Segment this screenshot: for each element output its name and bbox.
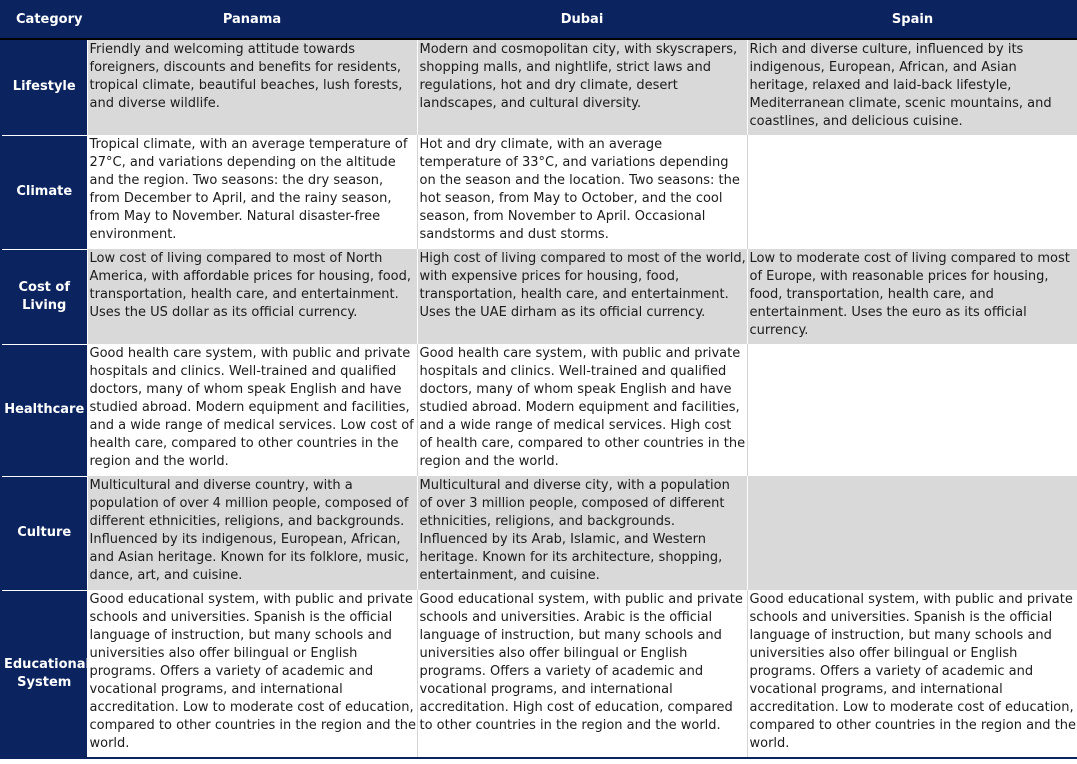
cell-healthcare-panama: Good health care system, with public and private hospitals and clinics. Well-trained and qualified doctors, many of whom speak English and have studied abroad. Modern equipment and facilities, and a wide range of medical services. Low cost of health care, compared to other countries in the region and the world. [87, 344, 417, 476]
row-header-culture: Culture [1, 476, 87, 590]
table-row-lifestyle [1, 39, 1077, 135]
cell-educational-system-dubai: Good educational system, with public and private schools and universities. Arabic is the official language of instruction, but many schools and universities also offer bilingual or English programs. Offers a variety of academic and vocational programs, and international accreditation. High cost of education, compared to other countries in the region and the world. [417, 590, 747, 758]
cell-culture-spain [747, 476, 1077, 590]
cell-cost-of-living-spain: Low to moderate cost of living compared to most of Europe, with reasonable prices for housing, food, transportation, health care, and entertainment. Uses the euro as its official currency. [747, 249, 1077, 344]
table-row-climate [1, 135, 1077, 249]
cell-healthcare-dubai: Good health care system, with public and private hospitals and clinics. Well-trained and qualified doctors, many of whom speak English and have studied abroad. Modern equipment and facilities, and a wide range of medical services. High cost of health care, compared to other countries in the region and the world. [417, 344, 747, 476]
row-header-lifestyle: Lifestyle [1, 39, 87, 135]
cell-lifestyle-panama: Friendly and welcoming attitude towards foreigners, discounts and benefits for residents, tropical climate, beautiful beaches, lush forests, and diverse wildlife. [87, 39, 417, 135]
table-row-healthcare [1, 344, 1077, 476]
row-header-cost-of-living: Cost of Living [1, 249, 87, 344]
cell-climate-panama: Tropical climate, with an average temperature of 27°C, and variations depending on the altitude and the region. Two seasons: the dry season, from December to April, and the rainy season, from May to November. Natural disaster-free environment. [87, 135, 417, 249]
column-header-dubai: Dubai [417, 0, 747, 39]
cell-climate-dubai: Hot and dry climate, with an average temperature of 33°C, and variations depending on the season and the location. Two seasons: the hot season, from May to October, and the cool season, from November to April. Occasional sandstorms and dust storms. [417, 135, 747, 249]
cell-lifestyle-dubai: Modern and cosmopolitan city, with skyscrapers, shopping malls, and nightlife, strict laws and regulations, hot and dry climate, desert landscapes, and cultural diversity. [417, 39, 747, 135]
table-row-cost-of-living [1, 249, 1077, 344]
column-header-spain: Spain [747, 0, 1077, 39]
column-header-panama: Panama [87, 0, 417, 39]
cell-healthcare-spain [747, 344, 1077, 476]
cell-educational-system-spain: Good educational system, with public and private schools and universities. Spanish is the official language of instruction, but many schools and universities also offer bilingual or English programs. Offers a variety of academic and vocational programs, and international accreditation. Low to moderate cost of education, compared to other countries in the region and the world. [747, 590, 1077, 758]
table-row-culture [1, 476, 1077, 590]
cell-cost-of-living-dubai: High cost of living compared to most of the world, with expensive prices for housing, food, transportation, health care, and entertainment. Uses the UAE dirham as its official currency. [417, 249, 747, 344]
table-row-educational-system [1, 590, 1077, 758]
cell-lifestyle-spain: Rich and diverse culture, influenced by its indigenous, European, African, and Asian heritage, relaxed and laid-back lifestyle, Mediterranean climate, scenic mountains, and coastlines, and delicious cuisine. [747, 39, 1077, 135]
row-header-healthcare: Healthcare [1, 344, 87, 476]
header-row [1, 0, 1077, 39]
cell-educational-system-panama: Good educational system, with public and private schools and universities. Spanish is the official language of instruction, but many schools and universities also offer bilingual or English programs. Offers a variety of academic and vocational programs, and international accreditation. Low to moderate cost of education, compared to other countries in the region and the world. [87, 590, 417, 758]
cell-culture-panama: Multicultural and diverse country, with a population of over 4 million people, composed of different ethnicities, religions, and backgrounds. Influenced by its indigenous, European, African, and Asian heritage. Known for its folklore, music, dance, art, and cuisine. [87, 476, 417, 590]
cell-climate-spain [747, 135, 1077, 249]
row-header-educational-system: Educational System [1, 590, 87, 758]
cell-cost-of-living-panama: Low cost of living compared to most of North America, with affordable prices for housing, food, transportation, health care, and entertainment. Uses the US dollar as its official currency. [87, 249, 417, 344]
row-header-climate: Climate [1, 135, 87, 249]
column-header-category: Category [1, 0, 87, 39]
cell-culture-dubai: Multicultural and diverse city, with a population of over 3 million people, composed of different ethnicities, religions, and backgrounds. Influenced by its Arab, Islamic, and Western heritage. Known for its architecture, shopping, entertainment, and cuisine. [417, 476, 747, 590]
